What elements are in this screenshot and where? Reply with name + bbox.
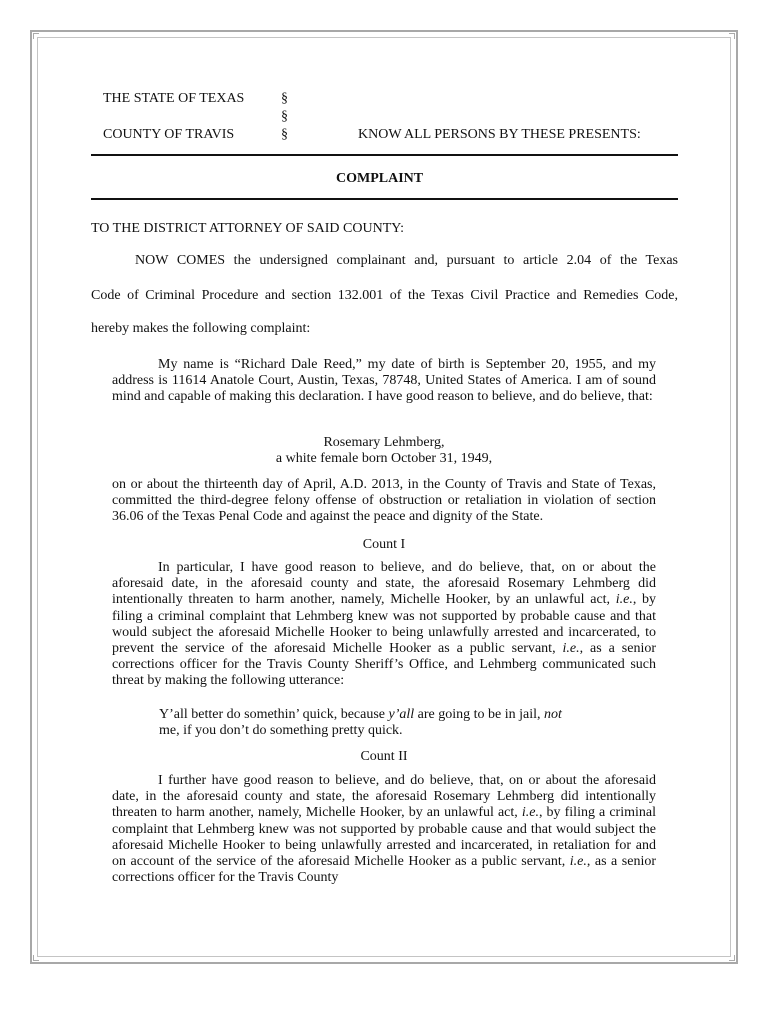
intro-line-1 xyxy=(91,253,678,269)
intro-line-2 xyxy=(91,288,678,304)
declaration-text: My name is “Richard Dale Reed,” my date of birth is September 20, 1955, and my address is 11614 Anatole Court, Austin, Texas, 78748, United States of America. I am of sound mind and capable of making this declaration. I have good reason to believe, and do believe, that: xyxy=(112,357,656,405)
addressee: TO THE DISTRICT ATTORNEY OF SAID COUNTY: xyxy=(91,221,404,236)
intro-text: Code of Criminal Procedure and section 132.001 of the Texas Civil Practice and Remedies Code, xyxy=(91,288,678,303)
offense-paragraph: on or about the thirteenth day of April, A.D. 2013, in the County of Travis and State of Texas, committed the third-degree felony offense of obstruction or retaliation in violation of section 36.06 of the Texas Penal Code and against the peace and dignity of the State. xyxy=(112,477,656,525)
count-1-text: , by filing a criminal complaint that Lehmberg knew was not supported by probable cause and that would subject the aforesaid Michelle Hooker to being unlawfully arrested and incarcerated, to prevent the service of the aforesaid Michelle Hooker as a public servant, xyxy=(112,592,657,657)
quote-emphasis: not xyxy=(544,707,562,722)
count-1-text: , as a senior corrections officer for the Travis County Sheriff’s Office, and Lehmberg communicated such threat by making the following utterance: xyxy=(112,641,656,689)
bottom-rule xyxy=(91,198,678,200)
caption-county: COUNTY OF TRAVIS xyxy=(103,127,235,142)
document-title: COMPLAINT xyxy=(336,171,424,186)
quote-text: Y’all better do somethin’ quick, because xyxy=(159,707,389,722)
corner-mark xyxy=(33,955,39,961)
quote-emphasis: y’all xyxy=(388,707,415,722)
intro-text: NOW COMES the undersigned complainant and, pursuant to article 2.04 of the Texas xyxy=(135,253,678,268)
section-mark: § xyxy=(281,109,288,124)
ie-abbrev: i.e. xyxy=(521,805,539,821)
corner-mark xyxy=(729,955,735,961)
top-rule xyxy=(91,154,678,156)
caption-know-all: KNOW ALL PERSONS BY THESE PRESENTS: xyxy=(358,127,641,142)
count-2-text: , by filing a criminal complaint that Lehmberg knew was not supported by probable cause and that would subject the aforesaid Michelle Hooker to being unlawfully arrested and incarcerated, in retaliation for and on account of the service of the aforesaid Michelle Hooker as a public servant, xyxy=(112,805,656,870)
caption-state: THE STATE OF TEXAS xyxy=(103,91,245,106)
ie-abbrev: i.e. xyxy=(569,854,587,870)
count-2-text: , as a senior corrections officer for the Travis County xyxy=(112,854,656,886)
intro-line-3: hereby makes the following complaint: xyxy=(91,321,311,336)
ie-abbrev: i.e. xyxy=(562,641,580,657)
section-mark: § xyxy=(281,91,288,106)
section-mark: § xyxy=(281,127,288,142)
count-1-paragraph xyxy=(112,560,656,690)
corner-mark xyxy=(729,33,735,39)
count-1-heading: Count I xyxy=(362,537,406,552)
quote-text: me, if you don’t do something pretty quick. xyxy=(159,723,403,739)
corner-mark xyxy=(33,33,39,39)
accused-description: a white female born October 31, 1949, xyxy=(275,451,493,466)
count-2-text: I further have good reason to believe, and do believe, that, on or about the aforesaid date, in the aforesaid county and state, the aforesaid Rosemary Lehmberg did intentionally threaten to harm another, namely, Michelle Hooker, by an unlawful act, xyxy=(112,773,656,821)
count-2-paragraph xyxy=(112,773,656,886)
count-1-text: In particular, I have good reason to believe, and do believe, that, on or about the aforesaid date, in the aforesaid county and state, the aforesaid Rosemary Lehmberg did intentionally threaten to harm another, namely, Michelle Hooker, by an unlawful act, xyxy=(112,560,656,608)
ie-abbrev: i.e. xyxy=(615,592,633,608)
quote-block xyxy=(159,707,629,739)
declaration-paragraph xyxy=(112,357,656,406)
count-2-heading: Count II xyxy=(360,749,408,764)
accused-name: Rosemary Lehmberg, xyxy=(323,435,445,450)
quote-text: are going to be in jail, xyxy=(414,707,545,722)
